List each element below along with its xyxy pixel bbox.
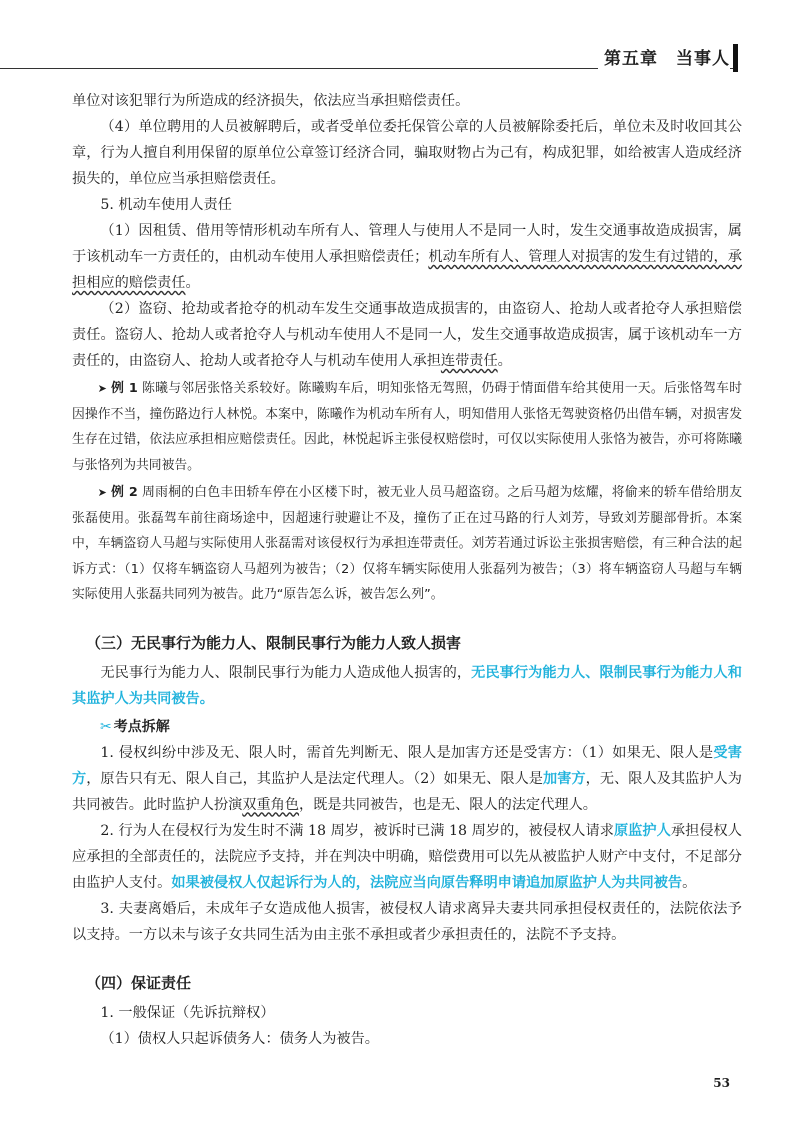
- example-text: 陈曦与邻居张恪关系较好。陈曦购车后，明知张恪无驾照，仍碍于情面借车给其使用一天。后张恪驾车时因操作不当，撞伤路边行人林悦。本案中，陈曦作为机动车所有人，明知借用人张恪无驾驶资格仍出借车辆，对损害发生存在过错，依法应承担相应赔偿责任。因此，林悦起诉主张侵权赔偿时，可仅以实际使用人张恪为被告，亦可将陈曦与张恪列为共同被告。: [72, 381, 743, 473]
- paragraph: [72, 818, 742, 896]
- text-run: （2）盗窃、抢劫或者抢夺的机动车发生交通事故造成损害的，由盗窃人、抢劫人或者抢夺人承担赔偿责任。盗窃人、抢劫人或者抢夺人与机动车使用人不是同一人，发生交通事故造成损害，属于该机动车一方责任的，由盗窃人、抢劫人或者抢夺人与机动车使用人承担: [72, 301, 742, 369]
- chapter-title: 第五章 当事人: [598, 44, 730, 69]
- highlight-text: 加害方: [543, 770, 586, 787]
- section-heading: （四）保证责任: [86, 973, 192, 992]
- paragraph: [72, 740, 742, 818]
- text-run: ，原告只有无、限人自己，其监护人是法定代理人。（2）如果无、限人是: [86, 770, 543, 787]
- wavy-emphasis: 双重角色: [242, 796, 300, 813]
- kaodian-label: 考点拆解: [113, 718, 170, 735]
- paragraph: （1）债权人只起诉债务人：债务人为被告。: [100, 1030, 379, 1047]
- text-run: 无民事行为能力人、限制民事行为能力人造成他人损害的，: [100, 664, 472, 681]
- example-text: 周雨桐的白色丰田轿车停在小区楼下时，被无业人员马超盗窃。之后马超为炫耀，将偷来的轿车借给朋友张磊使用。张磊驾车前往商场途中，因超速行驶避让不及，撞伤了正在过马路的行人刘芳，导致刘芳腿部骨折。本案中，车辆盗窃人马超与实际使用人张磊需对该侵权行为承担连带责任。刘芳若通过诉讼主张损害赔偿，有三种合法的起诉方式：（1）仅将车辆盗窃人马超列为被告；（2）仅将车辆实际使用人张磊列为被告；（3）将车辆盗窃人马超与车辆实际使用人张磊共同列为被告。此乃“原告怎么诉，被告怎么列”。: [72, 485, 743, 602]
- highlight-text: 如果被侵权人仅起诉行为人的，法院应当向原告释明申请追加原监护人为共同被告: [171, 874, 683, 891]
- header-bar: [733, 44, 738, 72]
- text-run: 2. 行为人在侵权行为发生时不满 18 周岁，被诉时已满 18 周岁的，被侵权人请求: [100, 822, 614, 839]
- text-run: ，无、限人及其监护人为共同被告。此时监护人扮演: [72, 770, 742, 813]
- subheading: 5. 机动车使用人责任: [100, 197, 232, 213]
- example-2: [72, 480, 742, 608]
- example-label: 例 2: [111, 485, 138, 500]
- page-body: [72, 88, 742, 1052]
- arrow-icon: ➤: [97, 382, 107, 395]
- highlight-text: 受害方: [72, 744, 742, 787]
- paragraph: 3. 夫妻离婚后，未成年子女造成他人损害，被侵权人请求离异夫妻共同承担侵权责任的，法院依法予以支持。一方以未与该子女共同生活为由主张不承担或者少承担责任的，法院不予支持。: [72, 900, 742, 943]
- section-heading: （三）无民事行为能力人、限制民事行为能力人致人损害: [86, 633, 462, 652]
- text-run: 。: [185, 275, 200, 291]
- text-run: 1. 侵权纠纷中涉及无、限人时，需首先判断无、限人是加害方还是受害方：（1）如果无、限人是: [100, 744, 714, 761]
- text-run: 。: [682, 874, 697, 891]
- kaodian-heading: [100, 714, 742, 740]
- paragraph: [72, 218, 742, 296]
- paragraph: 1. 一般保证（先诉抗辩权）: [100, 1004, 275, 1021]
- paragraph: [72, 296, 742, 374]
- paragraph: （4）单位聘用的人员被解聘后，或者受单位委托保管公章的人员被解除委托后，单位未及时收回其公章，行为人擅自利用保留的原单位公章签订经济合同，骗取财物占为己有，构成犯罪，如给被害人造成经济损失的，单位应当承担赔偿责任。: [72, 119, 742, 187]
- wavy-emphasis: 机动车所有人、管理人对损害的发生有过错的，承担相应的赔偿责任: [72, 249, 742, 291]
- text-run: 。: [497, 353, 512, 369]
- paragraph: 单位对该犯罪行为所造成的经济损失，依法应当承担赔偿责任。: [72, 93, 470, 109]
- page-number: 53: [713, 1076, 730, 1090]
- highlight-text: 原监护人: [613, 822, 671, 839]
- highlight-text: 无民事行为能力人、限制民事行为能力人和其监护人为共同被告。: [72, 664, 742, 707]
- page-header: [0, 44, 800, 74]
- paragraph: [72, 660, 742, 712]
- example-label: 例 1: [111, 381, 138, 396]
- arrow-icon: ➤: [97, 486, 107, 499]
- example-1: [72, 376, 742, 478]
- text-run: 承担侵权人应承担的全部责任的，法院应予支持，并在判决中明确，赔偿费用可以先从被监护人财产中支付，不足部分由监护人支付。: [72, 822, 742, 891]
- tools-icon: ✂: [100, 718, 112, 735]
- text-run: （1）因租赁、借用等情形机动车所有人、管理人与使用人不是同一人时，发生交通事故造成损害，属于该机动车一方责任的，由机动车使用人承担赔偿责任；: [72, 223, 742, 265]
- wavy-emphasis: 连带责任: [440, 353, 498, 369]
- text-run: ，既是共同被告，也是无、限人的法定代理人。: [299, 796, 597, 813]
